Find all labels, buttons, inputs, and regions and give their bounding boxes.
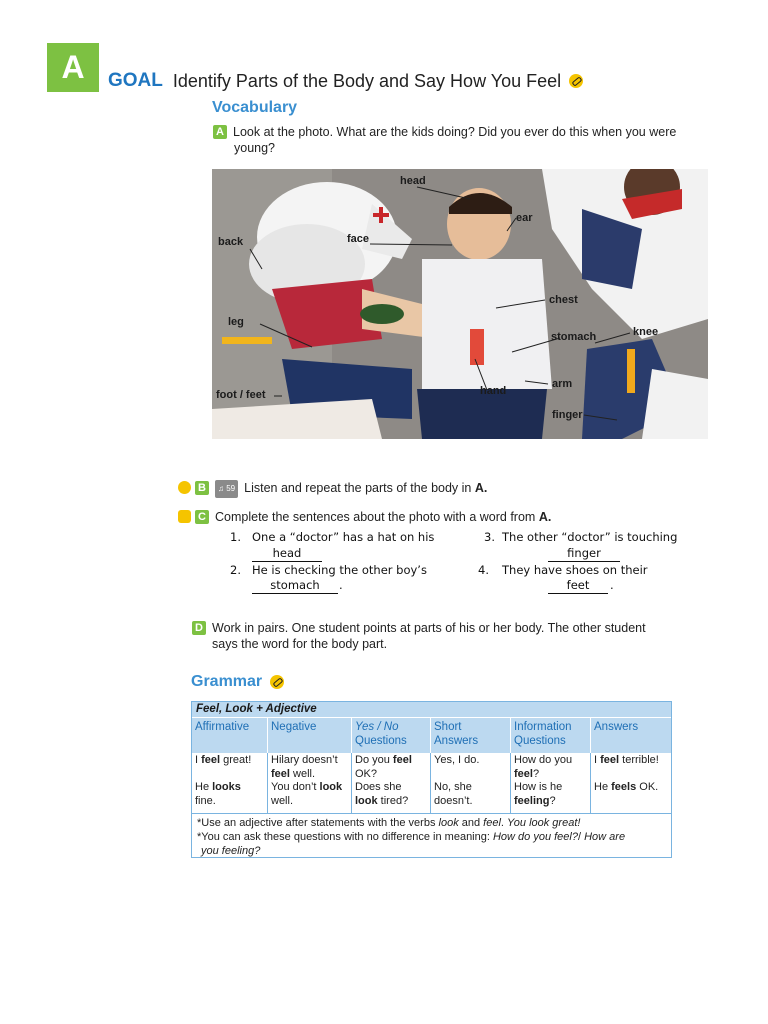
goal-text: Identify Parts of the Body and Say How You Feel [172, 70, 562, 91]
note-italic: feel [483, 817, 501, 829]
sentence-3-answer[interactable]: finger [548, 546, 620, 562]
col-negative [267, 718, 351, 753]
cell-bold: feel [201, 754, 221, 766]
activity-b-text: Listen and repeat the parts of the body in [244, 481, 472, 495]
note-text: / [577, 831, 585, 843]
link-icon [569, 74, 583, 88]
sentence-2-end: . [339, 578, 343, 592]
sentence-2-answer[interactable]: stomach [252, 578, 338, 594]
label-chest: chest [549, 294, 578, 306]
label-back: back [218, 236, 244, 248]
activity-d-badge: D [192, 621, 206, 635]
grammar-table-body [192, 753, 671, 813]
sentence-4-answer[interactable]: feet [548, 578, 608, 594]
grammar-link-icon [270, 675, 284, 689]
note-italic: look [438, 817, 459, 829]
col-affirmative [192, 718, 267, 753]
grammar-table-title: Feel, Look + Adjective [192, 702, 671, 717]
grammar-note-1 [197, 816, 666, 830]
activity-b-ref: A. [474, 481, 488, 495]
col-information [510, 718, 590, 753]
cell-text: He [594, 781, 612, 793]
col-short-label-2: Answers [434, 735, 479, 747]
col-yesno-label-2: Questions [355, 735, 407, 747]
note-italic: How are [584, 831, 626, 843]
cell-text: No, she [434, 781, 472, 793]
sentence-2-text: He is checking the other boy’s [252, 563, 427, 577]
cell-text: doesn’t. [434, 794, 473, 807]
grammar-heading [191, 673, 284, 691]
col-affirmative-label: Affirmative [195, 721, 250, 733]
goal-row [108, 66, 583, 96]
note-text: . [500, 817, 508, 829]
cell-text: fine. [195, 794, 216, 807]
cell-text: well. [271, 794, 294, 807]
activity-d-text-2: says the word for the body part. [212, 637, 388, 651]
cell-information [510, 753, 590, 813]
grammar-title: Grammar [191, 673, 263, 690]
cell-text: OK? [355, 767, 378, 780]
cell-text: great! [220, 754, 252, 766]
sentence-1-answer[interactable]: head [252, 546, 322, 562]
col-short-label-1: Short [434, 721, 462, 733]
col-yesno-label-1: Yes / No [355, 721, 399, 733]
sentence-2-number: 2. [230, 563, 241, 577]
music-icon [178, 481, 191, 494]
audio-track-icon[interactable]: ♫ 59 [215, 480, 238, 498]
col-short [430, 718, 510, 753]
activity-c-ref: A. [538, 510, 552, 524]
cell-bold: looks [212, 781, 241, 793]
grammar-note-2-cont [197, 844, 666, 858]
sentence-3-number: 3. [484, 530, 495, 544]
cell-bold: feel [392, 754, 412, 766]
cell-text: ? [532, 767, 540, 780]
label-head: head [400, 175, 426, 187]
col-negative-label: Negative [271, 721, 317, 733]
cell-text: OK. [636, 781, 659, 793]
section-badge: A [47, 43, 99, 92]
grammar-table-header [192, 717, 671, 753]
cell-text: well. [289, 767, 316, 780]
sentence-4-number: 4. [478, 563, 489, 577]
label-foot: foot / feet [216, 389, 266, 401]
vocabulary-title: Vocabulary [212, 99, 298, 116]
activity-a-instruction [213, 124, 708, 156]
col-answers [590, 718, 669, 753]
cell-text: Hilary doesn’t [271, 754, 338, 766]
activity-d-text-1: Work in pairs. One student points at parts of his or her body. The other student [212, 621, 646, 635]
cell-text: Yes, I do. [434, 754, 480, 766]
label-leg: leg [228, 316, 244, 328]
grammar-table [191, 701, 672, 858]
cell-text: terrible! [619, 754, 659, 766]
activity-a-text-1: Look at the photo. What are the kids doing? Did you ever do this when you were [233, 125, 677, 139]
activity-c-badge: C [195, 510, 209, 524]
cell-text: tired? [377, 794, 409, 807]
goal-label: GOAL [108, 70, 163, 91]
cell-text: How do you [514, 754, 573, 766]
cell-bold: feel [600, 754, 620, 766]
cell-text: I [195, 754, 202, 766]
label-ear: ear [516, 212, 533, 224]
cell-bold: feel [514, 767, 533, 780]
activity-a-text-2: young? [234, 141, 276, 155]
note-text: *Use an adjective after statements with the verbs [197, 817, 439, 829]
audio-track-number: 59 [226, 484, 236, 493]
label-finger: finger [552, 409, 583, 421]
activity-c-text: Complete the sentences about the photo with a word from [215, 510, 536, 524]
note-text: and [458, 817, 484, 829]
note-italic: You look great! [507, 817, 581, 829]
photo-illustration [212, 169, 708, 439]
label-stomach: stomach [551, 331, 597, 343]
cell-text: He [195, 781, 213, 793]
col-answers-label: Answers [594, 721, 639, 733]
cell-text: Do you [355, 754, 393, 766]
label-hand: hand [480, 385, 507, 397]
cell-yesno [351, 753, 430, 813]
sentence-3-text: The other “doctor” is touching [502, 530, 678, 544]
sentence-4-text: They have shoes on their [502, 563, 648, 577]
activity-c-instruction [178, 509, 551, 525]
note-italic: How do you feel? [492, 831, 578, 843]
grammar-notes [192, 813, 671, 860]
col-yesno [351, 718, 430, 753]
cell-bold: feeling [514, 794, 550, 807]
cell-bold: feels [611, 781, 637, 793]
cell-answers [590, 753, 669, 813]
sentence-4-end: . [610, 578, 614, 592]
cell-text: How is he [514, 781, 563, 793]
cell-bold: look [319, 781, 343, 793]
pencil-icon [178, 510, 191, 523]
kids-photo [212, 169, 708, 439]
cell-text: Does she [355, 781, 402, 793]
cell-short [430, 753, 510, 813]
activity-d-instruction [192, 620, 667, 652]
activity-b-badge: B [195, 481, 209, 495]
cell-bold: feel [271, 767, 290, 780]
cell-text: I [594, 754, 601, 766]
cell-bold: look [355, 794, 378, 807]
cell-negative [267, 753, 351, 813]
label-face: face [347, 233, 370, 245]
note-italic: you feeling? [201, 845, 261, 857]
sentence-1-number: 1. [230, 530, 241, 544]
grammar-note-2 [197, 830, 666, 844]
activity-a-badge: A [213, 125, 227, 139]
sentence-1-text: One a “doctor” has a hat on his [252, 530, 435, 544]
cell-text: You don’t [271, 781, 320, 793]
col-info-label-2: Questions [514, 735, 566, 747]
label-knee: knee [633, 326, 659, 338]
col-info-label-1: Information [514, 721, 572, 733]
cell-affirmative [192, 753, 267, 813]
cell-text: ? [549, 794, 556, 807]
note-text: *You can ask these questions with no difference in meaning: [197, 831, 493, 843]
activity-b-instruction [178, 480, 487, 498]
label-arm: arm [552, 378, 573, 390]
